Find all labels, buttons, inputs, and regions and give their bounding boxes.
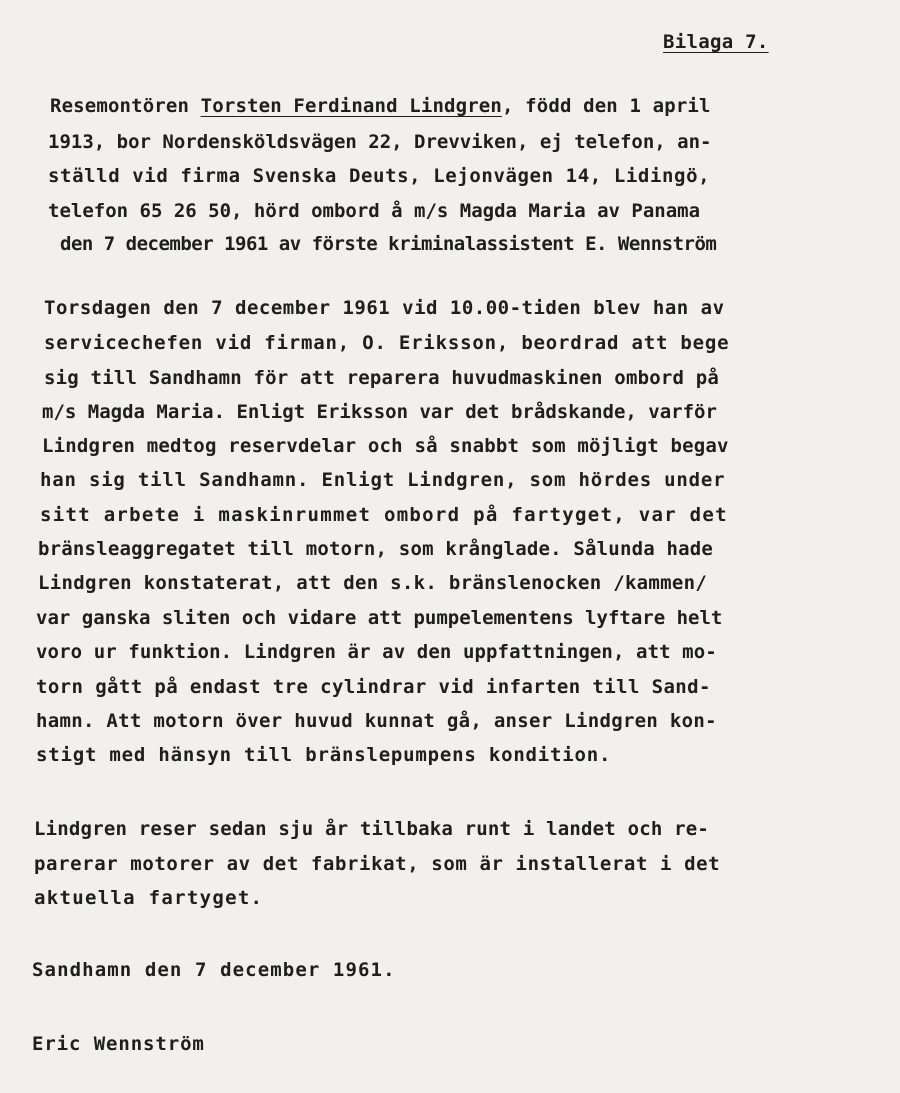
paragraph-line: Lindgren medtog reservdelar och så snabbt som möjligt begav — [42, 435, 729, 457]
signature-name: Eric Wennström — [32, 1033, 205, 1055]
paragraph-line: den 7 december 1961 av förste kriminalassistent E. Wennström — [60, 233, 717, 255]
paragraph-line: m/s Magda Maria. Enligt Eriksson var det brådskande, varför — [42, 401, 717, 423]
paragraph-line: Lindgren konstaterat, att den s.k. bränslenocken /kammen/ — [38, 572, 708, 594]
attachment-heading: Bilaga 7. — [663, 31, 769, 53]
intro-suffix: , född den 1 april — [502, 95, 711, 117]
place-date-line: Sandhamn den 7 december 1961. — [32, 959, 396, 981]
paragraph-line: stigt med hänsyn till bränslepumpens kondition. — [36, 744, 612, 766]
paragraph-line: torn gått på endast tre cylindrar vid infarten till Sand- — [36, 676, 711, 698]
paragraph-line: bränsleaggregatet till motorn, som krånglade. Sålunda hade — [38, 538, 714, 560]
paragraph-line: voro ur funktion. Lindgren är av den uppfattningen, att mo- — [36, 641, 717, 663]
paragraph-line: hamn. Att motorn över huvud kunnat gå, anser Lindgren kon- — [36, 710, 717, 732]
paragraph-line: Torsdagen den 7 december 1961 vid 10.00-tiden blev han av — [44, 297, 725, 319]
paragraph-line: Lindgren reser sedan sju år tillbaka runt i landet och re- — [34, 818, 710, 840]
paragraph-line: aktuella fartyget. — [34, 887, 264, 909]
paragraph-line: sig till Sandhamn för att reparera huvudmaskinen ombord på — [44, 367, 720, 389]
intro-first-line — [50, 94, 711, 118]
paragraph-line: sitt arbete i maskinrummet ombord på fartyget, var det — [40, 504, 728, 526]
paragraph-line: parerar motorer av det fabrikat, som är installerat i det — [34, 853, 721, 875]
paragraph-line: han sig till Sandhamn. Enligt Lindgren, som hördes under — [40, 469, 726, 491]
paragraph-line: var ganska sliten och vidare att pumpelementens lyftare helt — [36, 607, 723, 629]
paragraph-line: servicechefen vid firman, O. Eriksson, beordrad att bege — [44, 332, 730, 354]
person-name: Torsten Ferdinand Lindgren — [200, 95, 502, 117]
intro-prefix: Resemontören — [50, 95, 201, 117]
paragraph-line: 1913, bor Nordensköldsvägen 22, Drevviken, ej telefon, an- — [48, 131, 712, 153]
paragraph-line: ställd vid firma Svenska Deuts, Lejonvägen 14, Lidingö, — [48, 165, 711, 187]
paragraph-line: telefon 65 26 50, hörd ombord å m/s Magda Maria av Panama — [48, 200, 701, 222]
